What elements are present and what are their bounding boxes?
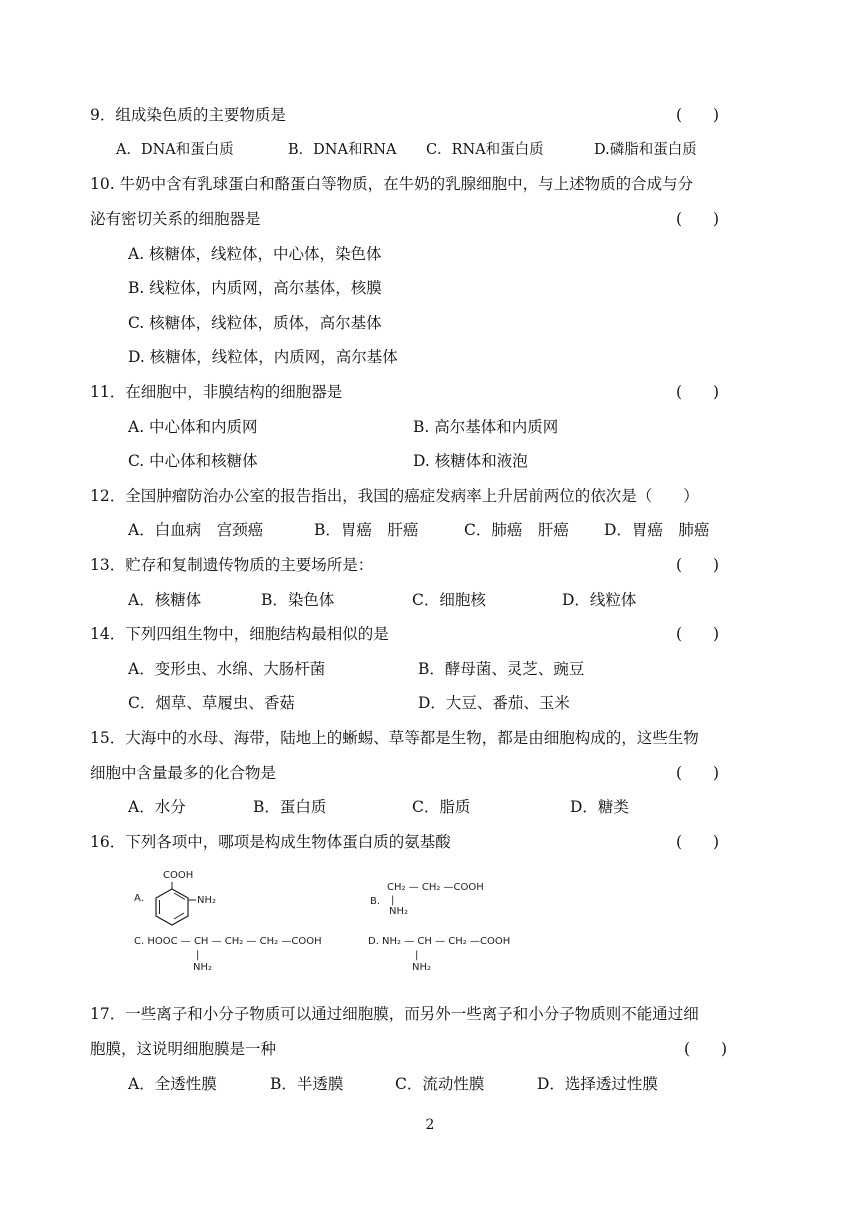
q15-option-d: D．糖类	[570, 798, 629, 816]
q15-stem-line2: 细胞中含量最多的化合物是	[90, 764, 277, 782]
q13-answer-bracket: ( )	[676, 556, 720, 574]
q9-option-c: C．RNA和蛋白质	[426, 142, 544, 158]
q9-option-b: B．DNA和RNA	[288, 142, 397, 158]
q9-option-d: D.磷脂和蛋白质	[594, 142, 697, 158]
q15-option-c: C．脂质	[412, 798, 471, 816]
q11-option-d: D. 核糖体和液泡	[413, 452, 528, 470]
structure-d-nh2: NH₂	[412, 962, 432, 973]
q13-stem: 13．贮存和复制遗传物质的主要场所是：	[90, 556, 374, 574]
structure-a-cooh: COOH	[163, 870, 194, 881]
q17-stem-line1: 17．一些离子和小分子物质可以通过细胞膜，而另外一些离子和小分子物质则不能通过细	[90, 1005, 699, 1023]
q10-option-d: D. 核糖体，线粒体，内质网，高尔基体	[128, 348, 398, 366]
structure-a-nh2: NH₂	[197, 895, 217, 906]
q13-option-a: A．核糖体	[128, 591, 202, 609]
structure-c-nh2: NH₂	[193, 962, 213, 973]
structure-c-chain: C. HOOC — CH — CH₂ — CH₂ —COOH	[134, 936, 322, 947]
q14-answer-bracket: ( )	[676, 625, 720, 643]
q12-stem: 12．全国肿瘤防治办公室的报告指出，我国的癌症发病率上升居前两位的依次是（ ）	[90, 487, 699, 505]
structure-c-bond: |	[196, 950, 200, 961]
q17-stem-line2: 胞膜，这说明细胞膜是一种	[90, 1040, 277, 1058]
q12-option-c: C．肺癌 肝癌	[464, 521, 569, 539]
q13-option-c: C．细胞核	[412, 591, 486, 609]
q10-stem-line1: 10. 牛奶中含有乳球蛋白和酪蛋白等物质，在牛奶的乳腺细胞中，与上述物质的合成与分	[90, 175, 694, 193]
q10-option-c: C. 核糖体，线粒体，质体，高尔基体	[128, 314, 382, 332]
q11-option-c: C. 中心体和核糖体	[128, 452, 258, 470]
q17-option-b: B．半透膜	[270, 1075, 344, 1093]
q16-answer-bracket: ( )	[676, 833, 720, 851]
q16-stem: 16．下列各项中，哪项是构成生物体蛋白质的氨基酸	[90, 833, 451, 851]
q12-option-a: A．白血病 宫颈癌	[128, 521, 264, 539]
structure-d-bond: |	[415, 950, 419, 961]
q17-answer-bracket: ( )	[684, 1040, 728, 1058]
q11-option-a: A. 中心体和内质网	[128, 418, 258, 436]
q14-stem: 14．下列四组生物中，细胞结构最相似的是	[90, 625, 389, 643]
q11-option-b: B. 高尔基体和内质网	[413, 418, 559, 436]
q9-stem: 9．组成染色质的主要物质是	[90, 106, 286, 124]
q10-option-a: A. 核糖体，线粒体，中心体，染色体	[128, 245, 382, 263]
q15-answer-bracket: ( )	[676, 764, 720, 782]
q15-stem-line1: 15．大海中的水母、海带，陆地上的蜥蜴、草等都是生物，都是由细胞构成的，这些生物	[90, 729, 699, 747]
q9-option-a: A．DNA和蛋白质	[116, 142, 234, 158]
q9-answer-bracket: ( )	[676, 106, 720, 124]
q12-option-b: B．胃癌 肝癌	[314, 521, 419, 539]
q17-option-d: D．选择透过性膜	[537, 1075, 658, 1093]
q14-option-b: B．酵母菌、灵芝、豌豆	[418, 660, 585, 678]
q14-option-c: C．烟草、草履虫、香菇	[128, 694, 295, 712]
q11-answer-bracket: ( )	[676, 383, 720, 401]
q11-stem: 11．在细胞中，非膜结构的细胞器是	[90, 383, 343, 401]
q13-option-b: B．染色体	[261, 591, 335, 609]
q15-option-a: A．水分	[128, 798, 186, 816]
structure-d-chain: D. NH₂ — CH — CH₂ —COOH	[368, 936, 511, 947]
q10-option-b: B. 线粒体，内质网，高尔基体，核膜	[128, 279, 382, 297]
q15-option-b: B．蛋白质	[253, 798, 327, 816]
structure-b-bond: |	[391, 895, 395, 906]
q13-option-d: D．线粒体	[562, 591, 637, 609]
q10-answer-bracket: ( )	[676, 210, 720, 228]
structure-a-label: A．	[134, 893, 151, 904]
structure-b-chain: CH₂ — CH₂ —COOH	[387, 882, 484, 893]
q17-option-c: C．流动性膜	[395, 1075, 485, 1093]
q14-option-a: A．变形虫、水绵、大肠杆菌	[128, 660, 326, 678]
q10-stem-line2: 泌有密切关系的细胞器是	[90, 210, 261, 228]
page-number: 2	[425, 1117, 435, 1133]
q12-option-d: D．胃癌 肺癌	[604, 521, 710, 539]
q17-option-a: A．全透性膜	[128, 1075, 217, 1093]
q14-option-d: D．大豆、番茄、玉米	[418, 694, 570, 712]
structure-b-label: B．	[370, 896, 387, 907]
structure-b-nh2: NH₂	[389, 906, 409, 917]
